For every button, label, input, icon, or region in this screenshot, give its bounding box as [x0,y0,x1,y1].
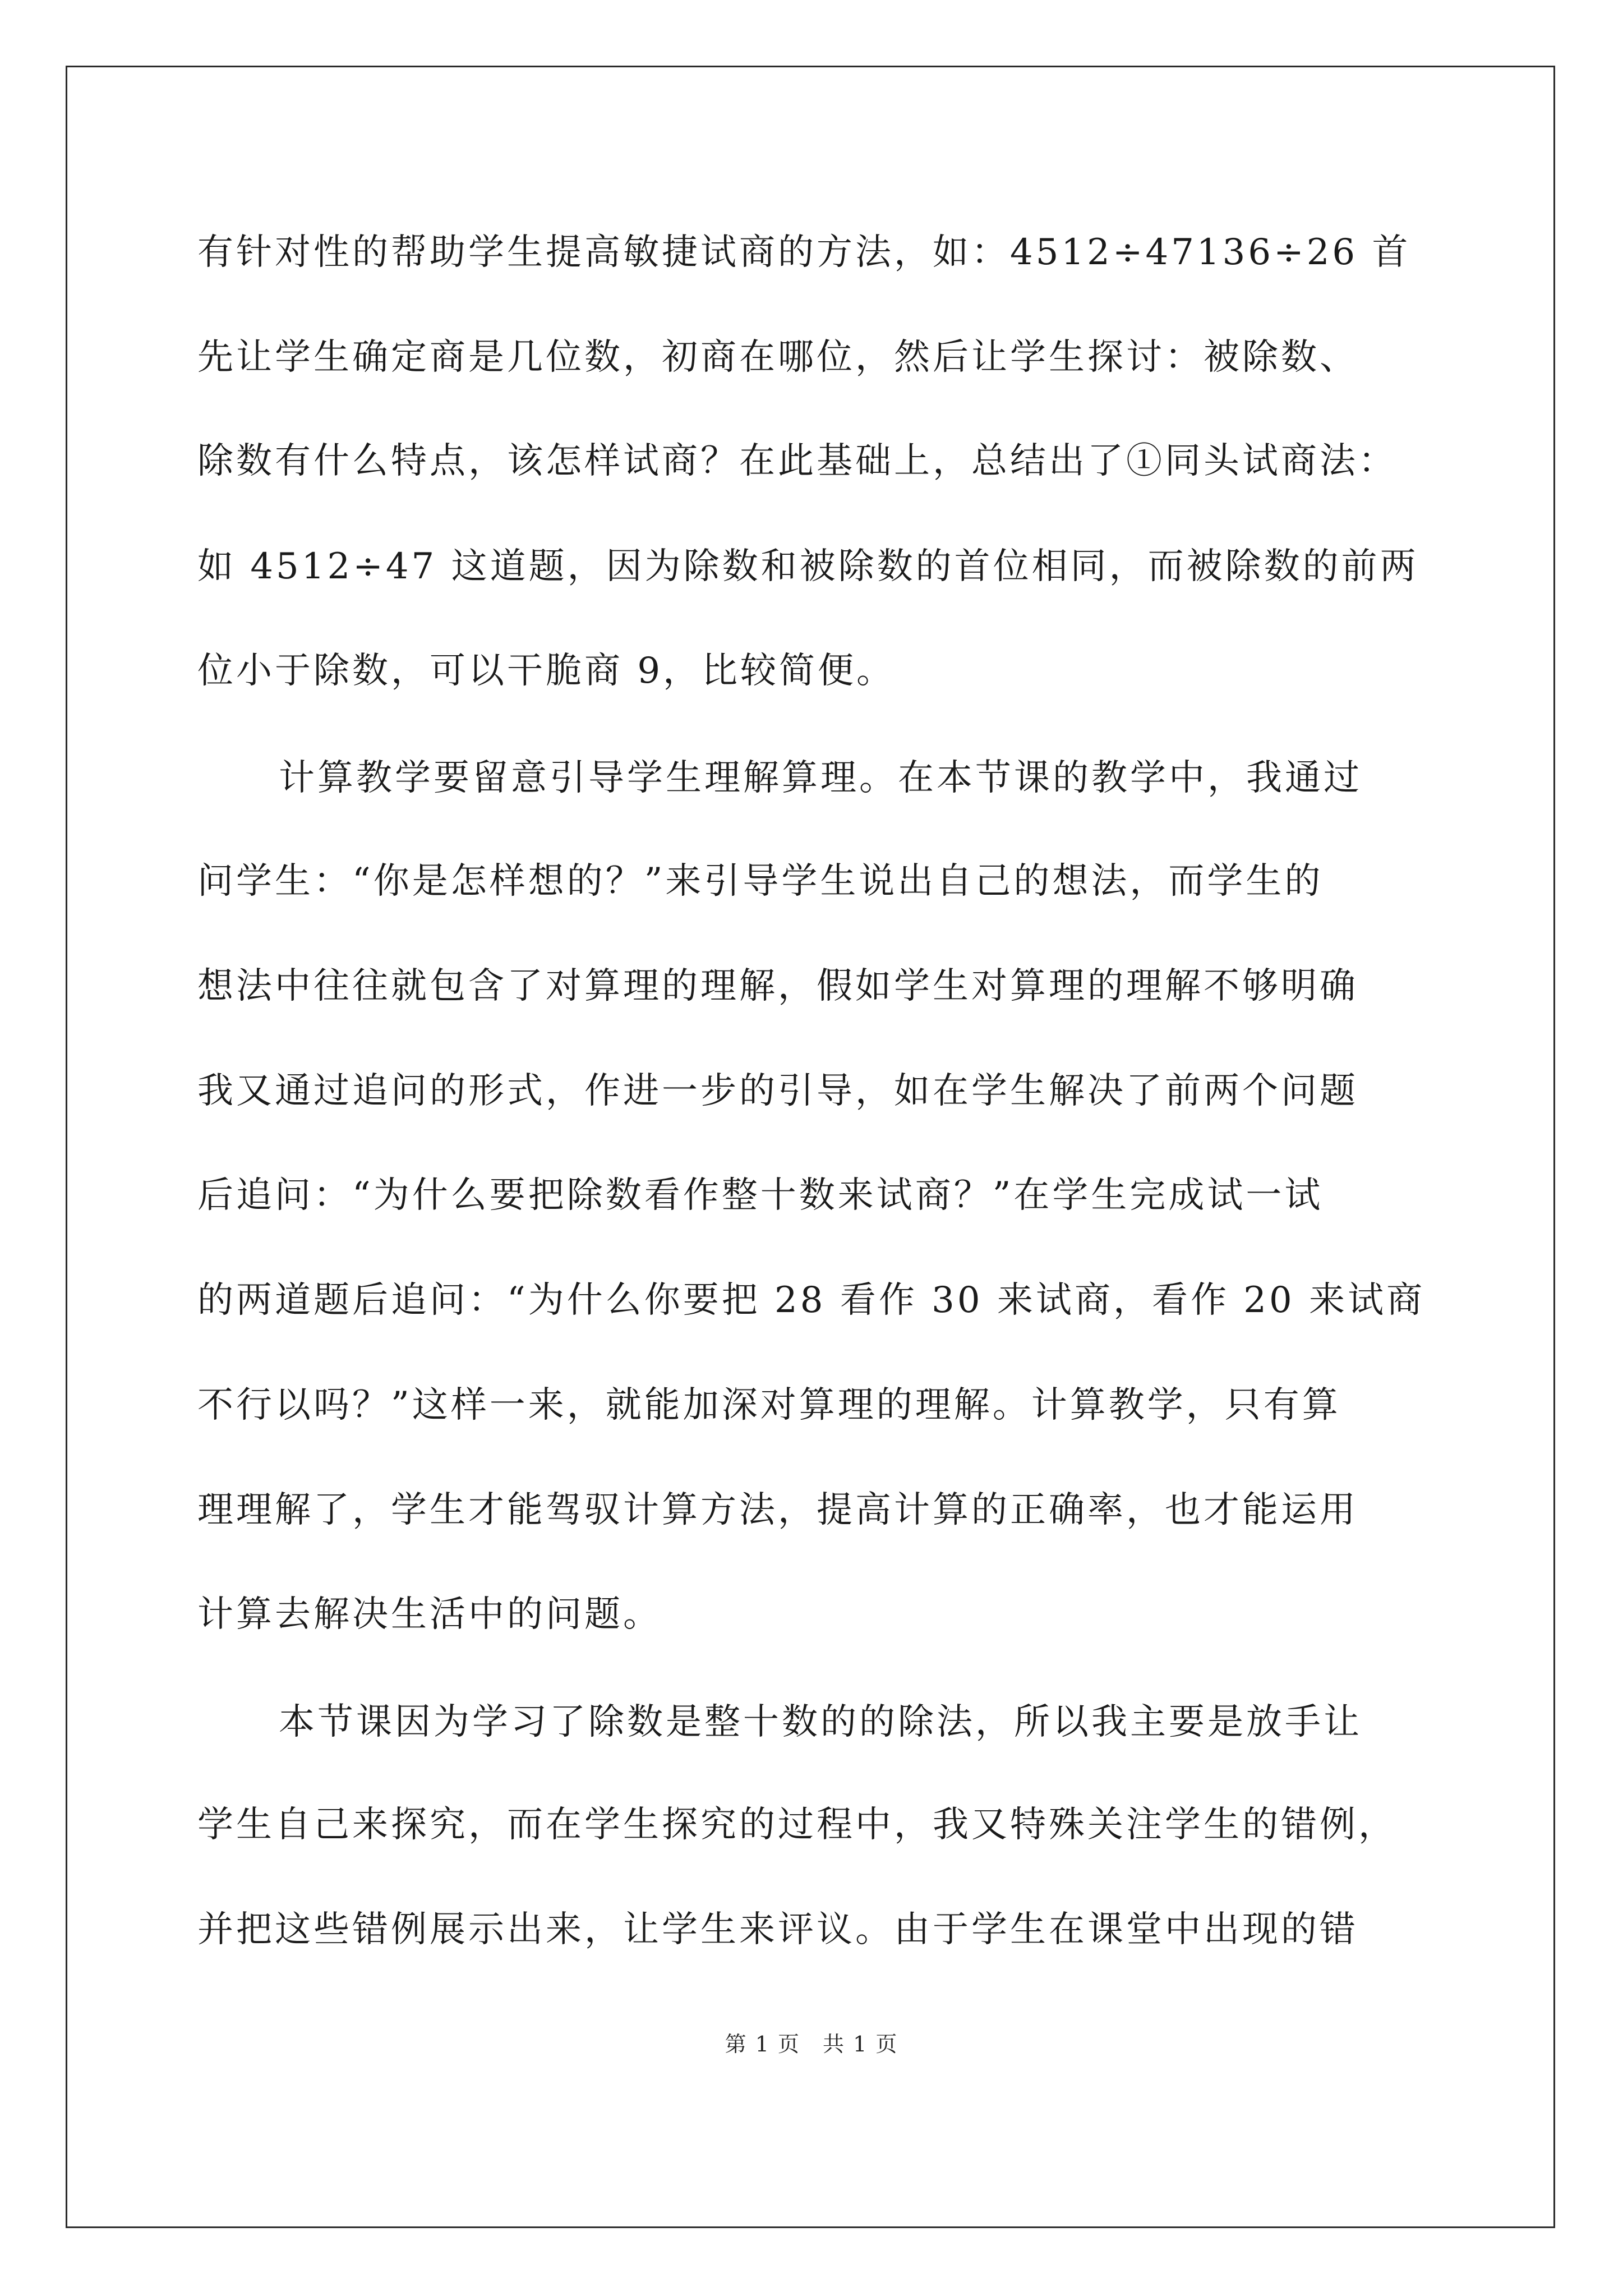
page-border [66,66,1555,2228]
text-line: 理理解了，学生才能驾驭计算方法，提高计算的正确率，也才能运用 [197,1489,1358,1531]
text-line: 位小于除数，可以干脆商 9，比较简便。 [197,650,896,692]
paragraph-first-line: 计算教学要留意引导学生理解算理。在本节课的教学中，我通过 [279,757,1362,799]
text-line: 先让学生确定商是几位数，初商在哪位，然后让学生探讨：被除数、 [197,337,1358,378]
text-line: 我又通过追问的形式，作进一步的引导，如在学生解决了前两个问题 [197,1070,1358,1112]
text-line: 后追问：“为什么要把除数看作整十数来试商？”在学生完成试一试 [197,1175,1324,1216]
text-line: 并把这些错例展示出来，让学生来评议。由于学生在课堂中出现的错 [197,1909,1358,1950]
text-line: 有针对性的帮助学生提高敏捷试商的方法，如：4512÷47136÷26 首 [197,232,1411,273]
text-line: 学生自己来探究，而在学生探究的过程中，我又特殊关注学生的错例， [197,1804,1397,1846]
text-line: 不行以吗？”这样一来，就能加深对算理的理解。计算教学，只有算 [197,1384,1341,1426]
text-line: 计算去解决生活中的问题。 [197,1594,662,1635]
text-line: 除数有什么特点，该怎样试商？在此基础上，总结出了①同头试商法： [197,440,1397,482]
text-line: 的两道题后追问：“为什么你要把 28 看作 30 来试商，看作 20 来试商 [197,1280,1426,1321]
text-line: 想法中往往就包含了对算理的理解，假如学生对算理的理解不够明确 [197,965,1358,1007]
text-line: 如 4512÷47 这道题，因为除数和被除数的首位相同，而被除数的前两 [197,546,1419,587]
paragraph-first-line: 本节课因为学习了除数是整十数的的除法，所以我主要是放手让 [279,1701,1362,1743]
text-line: 问学生：“你是怎样想的？”来引导学生说出自己的想法，而学生的 [197,861,1324,902]
page-number-footer: 第 1 页 共 1 页 [725,2032,898,2056]
